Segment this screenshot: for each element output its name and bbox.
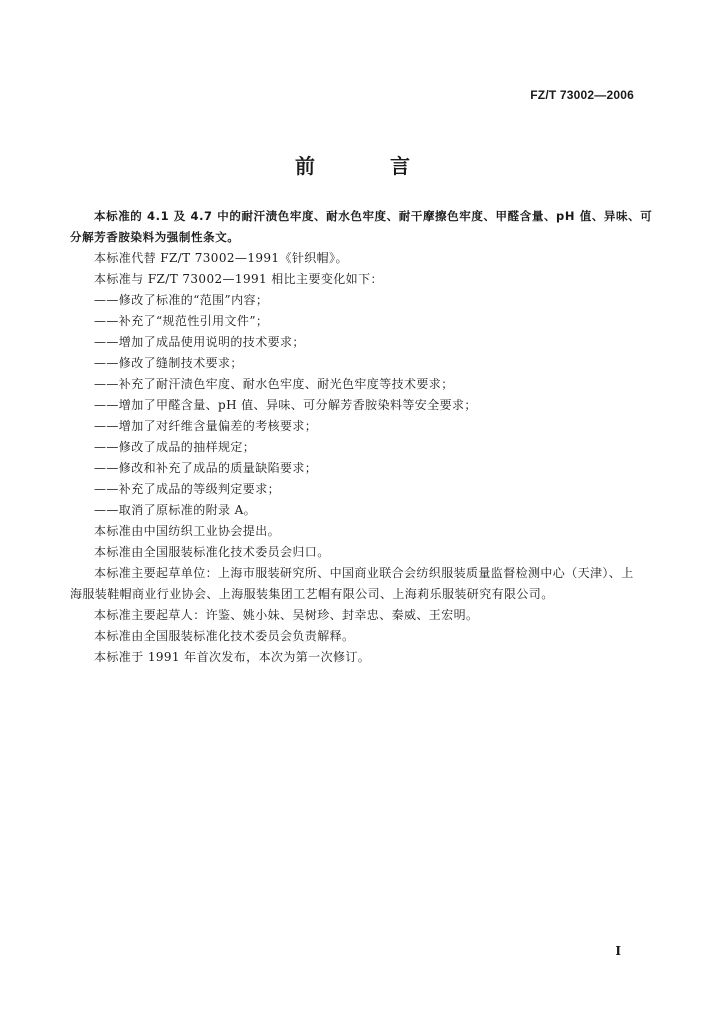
change-item: ——补充了“规范性引用文件”； <box>94 314 269 328</box>
paragraph-centralized-by: 本标准由全国服装标准化技术委员会归口。 <box>94 545 330 559</box>
change-item: ——补充了成品的等级判定要求； <box>94 482 281 496</box>
paragraph-drafting-units-cont: 海服装鞋帽商业行业协会、上海服装集团工艺帽有限公司、上海莉乐服装研究有限公司。 <box>70 587 554 601</box>
change-item: ——修改了缝制技术要求； <box>94 356 243 370</box>
change-item: ——修改了标准的“范围”内容； <box>94 293 269 307</box>
paragraph-proposed-by: 本标准由中国纺织工业协会提出。 <box>94 524 281 538</box>
paragraph-interpretation: 本标准由全国服装标准化技术委员会负责解释。 <box>94 629 355 643</box>
foreword-body <box>70 206 653 668</box>
page-number: I <box>615 944 621 958</box>
change-item: ——取消了原标准的附录 A。 <box>94 503 257 517</box>
page-title: 前 言 <box>295 154 444 178</box>
paragraph-mandatory-clauses: 本标准的 4.1 及 4.7 中的耐汗渍色牢度、耐水色牢度、耐干摩擦色牢度、甲醛含量、pH 值、异味、可 <box>94 209 653 223</box>
change-item: ——修改和补充了成品的质量缺陷要求； <box>94 461 318 475</box>
paragraph-replaces: 本标准代替 FZ/T 73002—1991《针织帽》。 <box>94 251 348 265</box>
paragraph-publication-history: 本标准于 1991 年首次发布，本次为第一次修订。 <box>94 650 371 664</box>
change-item: ——增加了甲醛含量、pH 值、异味、可分解芳香胺染料等安全要求； <box>94 398 477 412</box>
standard-code: FZ/T 73002—2006 <box>530 88 634 102</box>
change-item: ——增加了成品使用说明的技术要求； <box>94 335 305 349</box>
change-item: ——补充了耐汗渍色牢度、耐水色牢度、耐光色牢度等技术要求； <box>94 377 454 391</box>
change-item: ——增加了对纤维含量偏差的考核要求； <box>94 419 318 433</box>
paragraph-drafting-units: 本标准主要起草单位：上海市服装研究所、中国商业联合会纺织服装质量监督检测中心（天津）、上 <box>94 566 634 580</box>
paragraph-mandatory-clauses-cont: 分解芳香胺染料为强制性条文。 <box>70 230 240 244</box>
paragraph-changes-intro: 本标准与 FZ/T 73002—1991 相比主要变化如下： <box>94 272 383 286</box>
paragraph-drafters: 本标准主要起草人：许鉴、姚小妹、吴树珍、封幸忠、秦威、王宏明。 <box>94 608 479 622</box>
change-item: ——修改了成品的抽样规定； <box>94 440 256 454</box>
